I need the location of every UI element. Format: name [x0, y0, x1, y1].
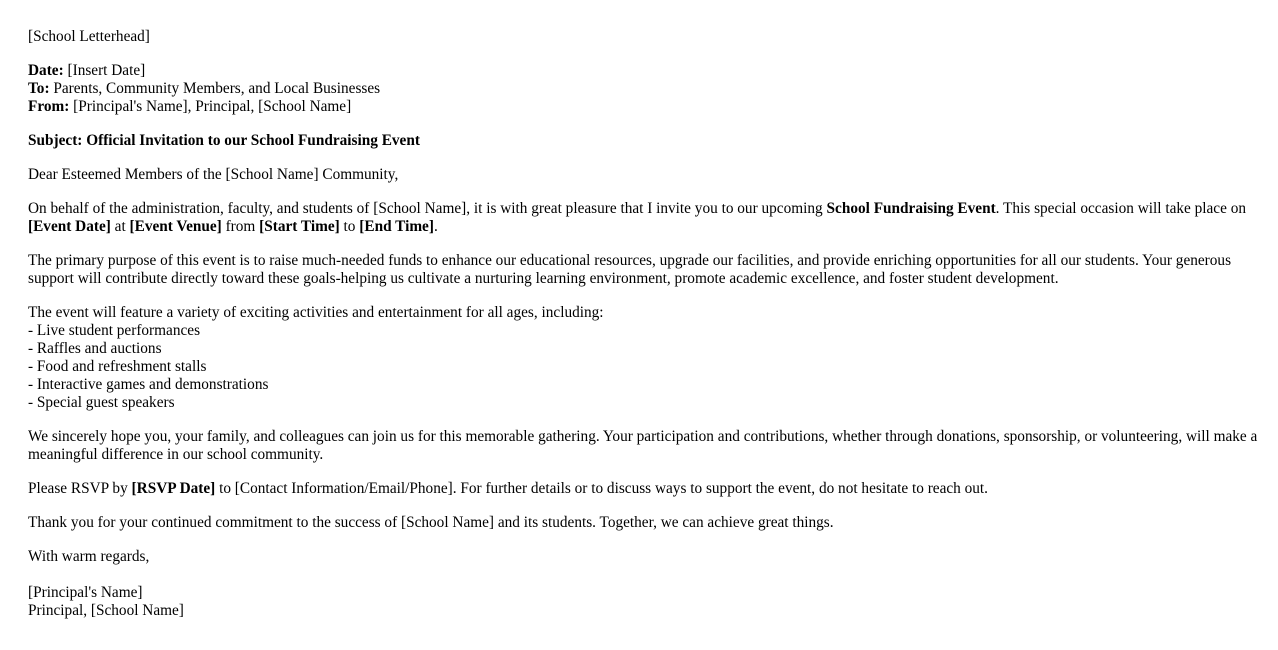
activities-intro: The event will feature a variety of exciting activities and entertainment for all ages, including:	[28, 304, 604, 321]
thanks-paragraph: Thank you for your continued commitment to the success of [School Name] and its students. Together, we can achieve great things.	[28, 514, 834, 531]
salutation: Dear Esteemed Members of the [School Name] Community,	[28, 166, 399, 183]
date-label: Date:	[28, 62, 64, 79]
letter-document	[28, 28, 1258, 620]
signature-name: [Principal's Name]	[28, 584, 143, 601]
activity-item: - Interactive games and demonstrations	[28, 376, 269, 393]
activity-item: - Special guest speakers	[28, 394, 175, 411]
activities-section	[28, 304, 1258, 412]
rsvp-text-2: to [Contact Information/Email/Phone]. For further details or to discuss ways to support the event, do not hesitate to reach out.	[215, 480, 989, 497]
signature-title: Principal, [School Name]	[28, 602, 184, 619]
intro-text-1: On behalf of the administration, faculty, and students of [School Name], it is with great pleasure that I invite you to our upcoming	[28, 200, 827, 217]
event-name: School Fundraising Event	[826, 200, 996, 217]
signature-block	[28, 584, 1258, 620]
intro-text-6: .	[433, 218, 438, 235]
start-time: [Start Time]	[259, 218, 340, 235]
to-line	[28, 80, 1258, 98]
end-time: [End Time]	[359, 218, 434, 235]
rsvp-date: [RSVP Date]	[131, 480, 216, 497]
rsvp-text-1: Please RSVP by	[28, 480, 132, 497]
intro-text-5: to	[339, 218, 360, 235]
event-date: [Event Date]	[28, 218, 111, 235]
date-value: [Insert Date]	[63, 62, 146, 79]
letter-meta	[28, 62, 1258, 116]
subject-line	[28, 132, 1258, 150]
hope-paragraph: We sincerely hope you, your family, and colleagues can join us for this memorable gathering. Your participation and contributions, whether through donations, sponsorship, or volunteering, will make a meaningful difference in our school community.	[28, 428, 1258, 463]
to-label: To:	[28, 80, 50, 97]
activity-item: - Live student performances	[28, 322, 201, 339]
intro-text-4: from	[221, 218, 260, 235]
date-line	[28, 62, 1258, 80]
to-value: Parents, Community Members, and Local Businesses	[49, 80, 381, 97]
from-label: From:	[28, 98, 70, 115]
intro-paragraph	[28, 200, 1258, 236]
from-line	[28, 98, 1258, 116]
event-venue: [Event Venue]	[129, 218, 222, 235]
activity-item: - Food and refreshment stalls	[28, 358, 207, 375]
activity-item: - Raffles and auctions	[28, 340, 162, 357]
intro-text-3: at	[110, 218, 130, 235]
closing: With warm regards,	[28, 548, 150, 565]
from-value: [Principal's Name], Principal, [School Name]	[69, 98, 352, 115]
intro-text-2: . This special occasion will take place on	[995, 200, 1247, 217]
letterhead: [School Letterhead]	[28, 28, 150, 45]
subject-text: Subject: Official Invitation to our School Fundraising Event	[28, 132, 420, 149]
purpose-paragraph: The primary purpose of this event is to raise much-needed funds to enhance our educational resources, upgrade our facilities, and provide enriching opportunities for all our students. Your generous support will contribute directly toward these goals-helping us cultivate a nurturing learning environment, promote academic excellence, and foster student development.	[28, 252, 1232, 287]
rsvp-paragraph	[28, 480, 1258, 498]
